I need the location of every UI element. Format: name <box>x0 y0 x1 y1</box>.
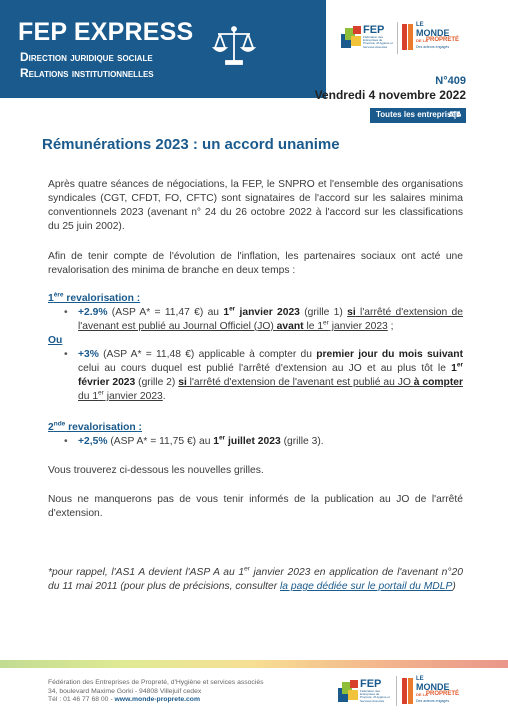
footer-fep-logo-mark-icon <box>338 680 360 702</box>
article-headline: Rémunérations 2023 : un accord unanime <box>42 136 340 153</box>
closing-paragraph: Nous ne manquerons pas de vous tenir informés de la publication au JO de l'arrêté d'extension. <box>48 494 463 519</box>
monde-proprete-logo <box>402 22 464 54</box>
audience-badge-label: Toutes les entreprises <box>376 110 461 119</box>
issue-date: Vendredi 4 novembre 2022 <box>314 88 466 102</box>
scales-of-justice-icon <box>212 24 256 68</box>
footer-mdlp-monde: MONDE <box>416 682 450 692</box>
footer-fep-logo <box>338 678 392 704</box>
logo-divider <box>397 22 398 54</box>
issue-number: N°409 <box>435 75 466 87</box>
mdlp-proprete: PROPRETÉ <box>426 37 460 43</box>
second-revaluation-heading: 2nde revalorisation : <box>48 420 142 433</box>
footer-mdlp-de-la: DE LA <box>416 692 428 697</box>
intro-paragraph: Après quatre séances de négociations, la FEP, le SNPRO et l'ensemble des organisations syndicales (CGT, CFDT, FO, CFTC) sont signataires de l'accord sur les salaires minima conventionnels 2023 (avenant n° 24 du 26 octobre 2022 à l'accord sur les classifications du 25 juin 2002). <box>48 179 463 232</box>
footer-address <box>48 679 264 705</box>
footer-fep-logo-word: FEP <box>360 678 382 690</box>
second-revaluation-item: • +2,5% (ASP A* = 11,75 €) au 1er juillet 2023 (grille 3). <box>48 435 463 449</box>
footer-decorative-strip <box>0 660 508 668</box>
footer-logo-divider <box>396 676 397 706</box>
fep-logo-word: FEP <box>363 24 385 36</box>
mdlp-de-la: DE LA <box>416 38 428 43</box>
newsletter-title: FEP EXPRESS <box>18 18 194 46</box>
header-band <box>0 0 326 98</box>
mdlp-portal-link[interactable]: la page dédiée sur le portail du MDLP <box>280 581 453 592</box>
footer-fep-logo-tagline: Fédération des Entreprises de Propreté, d'Hygiène et Services Associés <box>360 689 390 703</box>
website-link[interactable]: www.monde-proprete.com <box>114 696 200 704</box>
audience-badge <box>370 108 466 123</box>
footer-monde-proprete-logo <box>402 676 464 708</box>
fep-logo-mark-icon <box>341 26 363 48</box>
mdlp-logo-mark-icon <box>402 24 414 50</box>
inflation-paragraph: Afin de tenir compte de l'évolution de l'inflation, les partenaires sociaux ont acté une revalorisation des minima de branche en deux temps : <box>48 251 463 276</box>
mdlp-le: LE <box>416 22 424 28</box>
first-revaluation-heading: 1ère revalorisation : <box>48 291 141 304</box>
footer-mdlp-proprete: PROPRETÉ <box>426 691 460 697</box>
footer-street: 34, boulevard Maxime Gorki - 94808 Villejuif cedex <box>48 687 202 695</box>
first-revaluation-option-2: • +3% (ASP A* = 11,48 €) applicable à compter du premier jour du mois suivant celui au cours duquel est publié l'arrêté d'extension au JO et au plus tôt le 1er février 2023 (grille 2) si l'arrêté d'extension de l'avenant est publié au JO à compter du 1er janvier 2023. <box>48 348 463 404</box>
department-line-2: Relations institutionnelles <box>20 66 154 80</box>
first-revaluation-option-1: • +2.9% (ASP A* = 11,47 €) au 1er janvier 2023 (grille 1) si l'arrêté d'extension de l'avenant est publié au Journal Officiel (JO) avant le 1er janvier 2023 ; <box>48 306 463 334</box>
footer-org-name: Fédération des Entreprises de Propreté, d'Hygiène et services associés <box>48 679 264 686</box>
fep-logo <box>341 24 395 50</box>
second-revaluation-section <box>48 421 463 449</box>
first-revaluation-section <box>48 292 463 404</box>
footer-contact: Tél : 01 46 77 68 00 - www.monde-proprete.com <box>48 696 200 704</box>
scales-icon <box>449 110 461 120</box>
mdlp-monde: MONDE <box>416 28 450 38</box>
footer-mdlp-logo-mark-icon <box>402 678 414 704</box>
department-line-1: Direction juridique sociale <box>20 50 153 64</box>
fep-logo-tagline: Fédération des Entreprises de Propreté, d'Hygiène et Services Associés <box>363 35 393 49</box>
footer-mdlp-le: LE <box>416 676 424 682</box>
mdlp-tagline: Des acteurs engagés <box>416 45 450 49</box>
grids-paragraph: Vous trouverez ci-dessous les nouvelles grilles. <box>48 465 264 476</box>
or-separator: Ou <box>48 335 63 346</box>
footnote: *pour rappel, l'AS1 A devient l'ASP A au 1er janvier 2023 en application de l'avenant n°20 du 11 mai 2011 (pour plus de précisions, consulter la page dédiée sur le portail du MDLP) <box>48 565 463 592</box>
footer-mdlp-tagline: Des acteurs engagés <box>416 699 450 703</box>
